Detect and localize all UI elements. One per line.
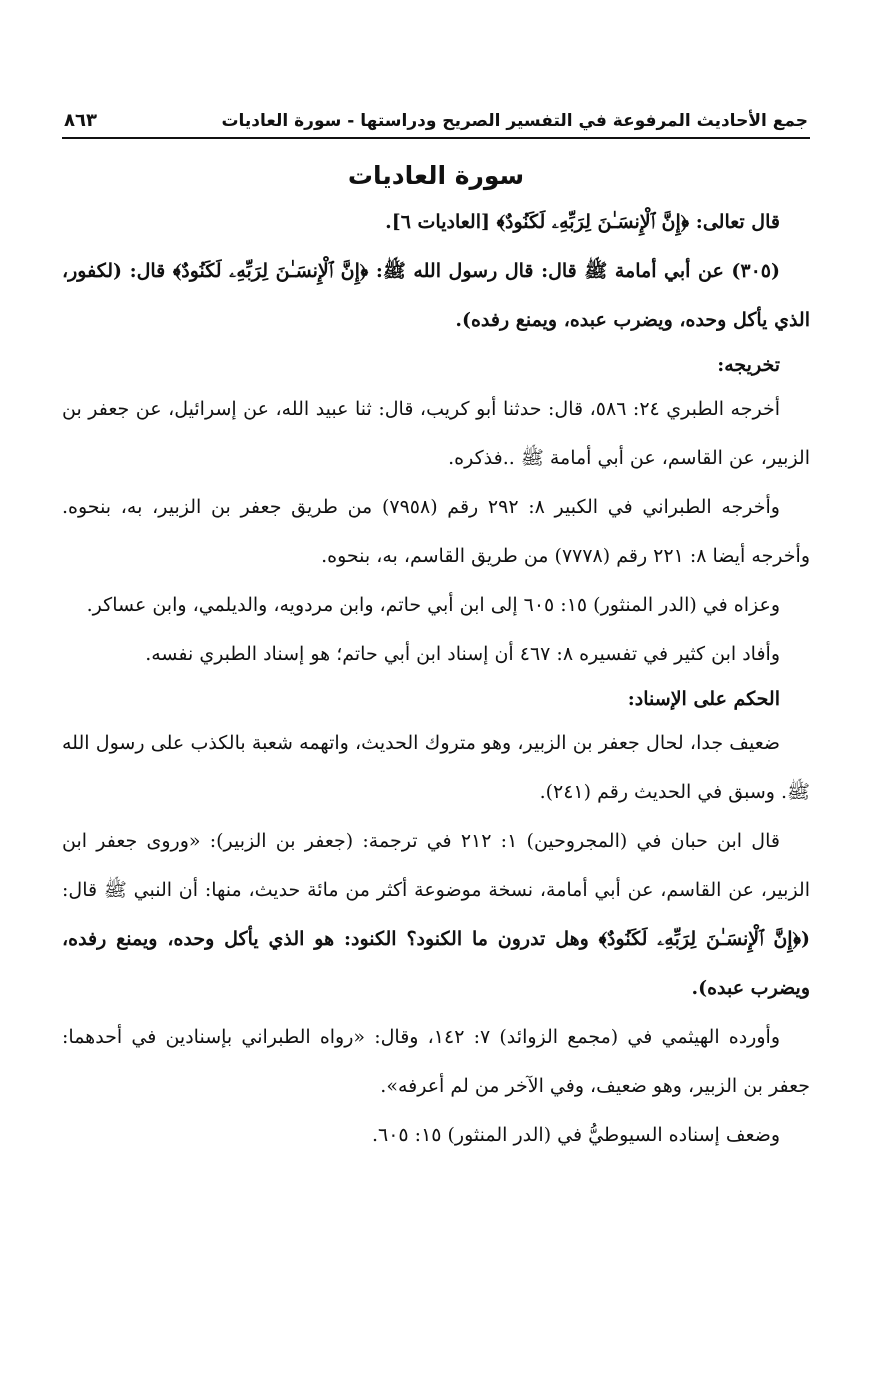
- surah-title: سورة العاديات: [347, 161, 525, 190]
- verse-paragraph: قال تعالى: ﴿إِنَّ ٱلْإِنسَـٰنَ لِرَبِّهِۦ لَكَنُودٌ﴾ [العاديات ٦].: [385, 211, 780, 233]
- hukm-paragraph-1: ضعيف جدا، لحال جعفر بن الزبير، وهو متروك الحديث، واتهمه شعبة بالكذب على رسول الله ﷺ. وسبق في الحديث رقم (٢٤١).: [62, 732, 810, 803]
- hukm-paragraph-3: وأورده الهيثمي في (مجمع الزوائد) ٧: ١٤٢، وقال: «رواه الطبراني بإسنادين في أحدهما: جعفر بن الزبير، وهو ضعيف، وفي الآخر من لم أعرفه».: [62, 1026, 810, 1097]
- hukm-paragraph-2-quote: (﴿إِنَّ ٱلْإِنسَـٰنَ لِرَبِّهِۦ لَكَنُودٌ﴾ وهل تدرون ما الكنود؟ الكنود: هو الذي يأكل وحده، ويمنع رفده، ويضرب عبده).: [62, 928, 810, 999]
- hukm-heading: الحكم على الإسناد:: [627, 688, 780, 710]
- takhrij-paragraph-3: وعزاه في (الدر المنثور) ١٥: ٦٠٥ إلى ابن أبي حاتم، وابن مردويه، والديلمي، وابن عساكر.: [86, 594, 780, 616]
- running-header: [62, 110, 810, 139]
- hadith-paragraph: (٣٠٥) عن أبي أمامة ﷺ قال: قال رسول الله ﷺ: ﴿إِنَّ ٱلْإِنسَـٰنَ لِرَبِّهِۦ لَكَنُودٌ﴾ قال: (لكفور، الذي يأكل وحده، ويضرب عبده، ويمنع رفده).: [62, 260, 810, 331]
- takhrij-paragraph-2: وأخرجه الطبراني في الكبير ٨: ٢٩٢ رقم (٧٩٥٨) من طريق جعفر بن الزبير، به، بنحوه. وأخرجه أيضا ٨: ٢٢١ رقم (٧٧٧٨) من طريق القاسم، به، بنحوه.: [62, 496, 810, 567]
- takhrij-paragraph-1: أخرجه الطبري ٢٤: ٥٨٦، قال: حدثنا أبو كريب، قال: ثنا عبيد الله، عن إسرائيل، عن جعفر بن الزبير، عن القاسم، عن أبي أمامة ﷺ ..فذكره.: [62, 398, 810, 469]
- page-number: ٨٦٣: [64, 110, 97, 131]
- running-title: جمع الأحاديث المرفوعة في التفسير الصريح ودراستها - سورة العاديات: [221, 111, 808, 131]
- hukm-paragraph-2-text: قال ابن حبان في (المجروحين) ١: ٢١٢ في ترجمة: (جعفر بن الزبير): «وروى جعفر ابن الزبير، عن القاسم، عن أبي أمامة، نسخة موضوعة أكثر من مائة حديث، منها: أن النبي ﷺ قال:: [62, 830, 810, 901]
- hukm-paragraph-4: وضعف إسناده السيوطيُّ في (الدر المنثور) ١٥: ٦٠٥.: [371, 1124, 780, 1146]
- takhrij-heading: تخريجه:: [717, 354, 780, 376]
- takhrij-paragraph-4: وأفاد ابن كثير في تفسيره ٨: ٤٦٧ أن إسناد ابن أبي حاتم؛ هو إسناد الطبري نفسه.: [145, 643, 780, 665]
- hukm-paragraph-2: [62, 817, 810, 1013]
- book-page: [62, 110, 810, 1160]
